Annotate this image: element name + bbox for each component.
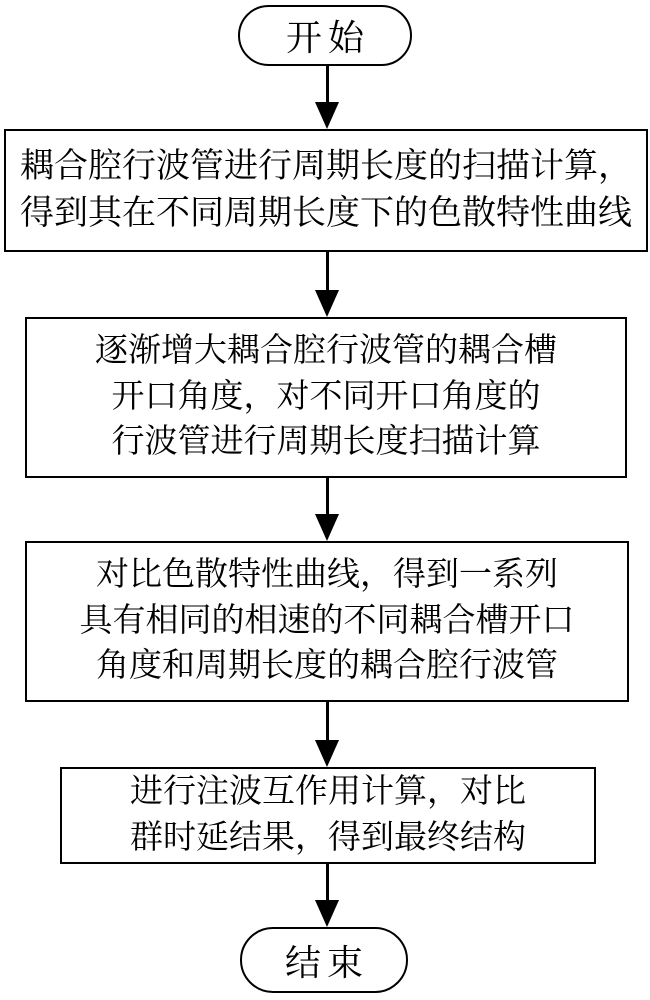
process-text-line: 开口角度，对不同开口角度的: [111, 378, 541, 415]
arrow-shaft: [326, 252, 329, 290]
arrow-step2-to-step3: [315, 478, 339, 541]
process-box-beam-wave-interaction: [60, 767, 596, 864]
arrowhead-down-icon: [315, 900, 339, 927]
arrow-shaft: [326, 478, 329, 514]
arrow-step1-to-step2: [315, 252, 339, 317]
arrow-shaft: [326, 864, 329, 900]
arrow-step4-to-end: [315, 864, 339, 927]
process-text-line: 群时延结果，得到最终结构: [130, 819, 526, 856]
process-text-line: 具有相同的相速的不同耦合槽开口: [79, 602, 575, 639]
arrow-shaft: [326, 702, 329, 740]
arrow-step3-to-step4: [315, 702, 339, 767]
arrowhead-down-icon: [315, 740, 339, 767]
process-text-line: 角度和周期长度的耦合腔行波管: [96, 648, 558, 685]
arrowhead-down-icon: [315, 290, 339, 317]
arrow-shaft: [326, 66, 329, 102]
arrowhead-down-icon: [315, 102, 339, 129]
process-text-line: 得到其在不同周期长度下的色散特性曲线: [20, 194, 632, 232]
process-text-line: 逐渐增大耦合腔行波管的耦合槽: [95, 333, 557, 370]
end-terminal-label: 结束: [284, 942, 369, 983]
process-text-line: 对比色散特性曲线，得到一系列: [96, 557, 558, 594]
process-box-increase-coupling-slot-angle: [25, 317, 627, 478]
process-text-line: 耦合腔行波管进行周期长度的扫描计算，: [20, 147, 632, 185]
end-terminal: [240, 927, 408, 993]
arrowhead-down-icon: [315, 514, 339, 541]
process-text-line: 进行注波互作用计算，对比: [130, 773, 526, 810]
arrow-start-to-step1: [315, 66, 339, 129]
start-terminal: [238, 5, 412, 66]
process-box-compare-dispersion-curves: [25, 541, 629, 702]
process-text-line: 行波管进行周期长度扫描计算: [111, 424, 541, 461]
start-terminal-label: 开始: [285, 18, 370, 58]
process-box-period-length-sweep: [4, 129, 648, 252]
